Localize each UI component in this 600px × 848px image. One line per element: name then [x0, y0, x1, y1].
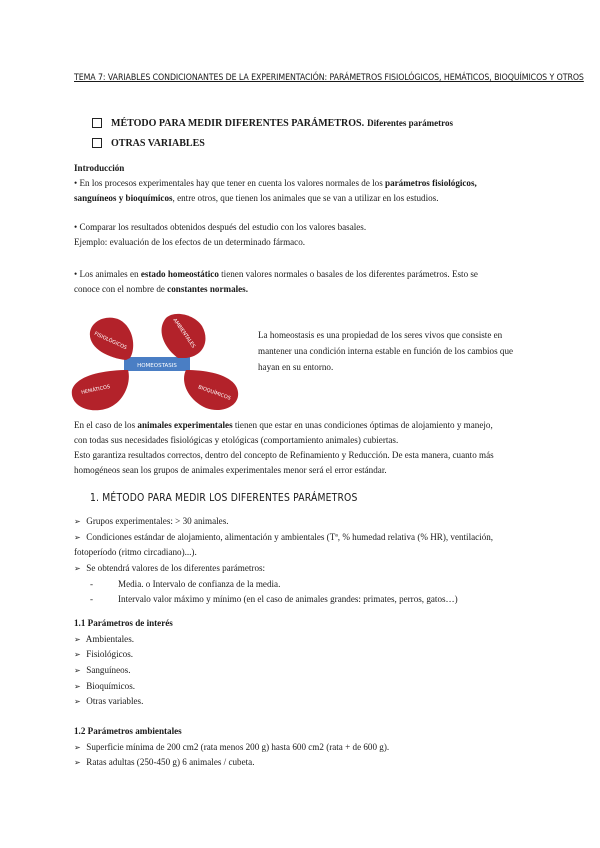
text-line: Esto garantiza resultados correctos, dentro del concepto de Refinamiento y Reducción. De esta manera, cuanto más	[74, 450, 494, 460]
list-item	[74, 755, 544, 771]
diagram-label-bottom-right: BIOQUÍMICOS	[197, 384, 232, 402]
list-item	[74, 663, 544, 679]
intro-section	[74, 161, 534, 206]
list-item-text: Ratas adultas (250-450 g) 6 animales / cubeta.	[86, 757, 255, 768]
intro-paragraph-1	[74, 176, 534, 206]
text-run-bold: constantes normales.	[167, 284, 248, 294]
diagram-center-label: HOMEOSTASIS	[137, 363, 177, 369]
arrow-bullet-icon: ➢	[74, 666, 81, 676]
diagram-label-top-right: AMBIENTALES	[171, 317, 197, 350]
text-line: homogéneos sean los grupos de animales experimentales menor será el error estándar.	[74, 465, 387, 475]
arrow-bullet-icon: ➢	[74, 634, 81, 644]
section-1-2	[74, 724, 544, 771]
text-run: • Los animales en	[74, 269, 141, 279]
text-run: conoce con el nombre de	[74, 284, 168, 294]
diagram-label-bottom-left: HEMÁTICOS	[80, 384, 111, 397]
text-run-bold: animales experimentales	[137, 420, 233, 430]
diagram-label-top-left: FISIOLÓGICOS	[93, 330, 128, 352]
section-1-1	[74, 616, 544, 710]
homeostasis-definition: La homeostasis es una propiedad de los seres vivos que consiste en mantener una condición interna estable en función de los cambios que hayan en su entorno.	[258, 330, 514, 372]
list-item	[74, 740, 544, 756]
text-run-bold: parámetros fisiológicos,	[385, 178, 477, 188]
checklist-item-methods-title: MÉTODO PARA MEDIR DIFERENTES PARÁMETROS.	[111, 117, 365, 129]
arrow-bullet-icon: ➢	[74, 758, 81, 768]
list-item	[74, 694, 544, 710]
section-1-2-heading: 1.2 Parámetros ambientales	[74, 726, 182, 736]
sub-list-item	[74, 592, 544, 608]
sub-list-item-text: Media. o Intervalo de confianza de la media.	[118, 578, 281, 589]
text-run: tienen valores normales o basales de los diferentes parámetros. Esto se	[218, 269, 478, 279]
text-run: tienen que estar en unas condiciones óptimas de alojamiento y manejo,	[232, 420, 493, 430]
intro-paragraph-2	[74, 220, 534, 250]
section-1-list	[74, 514, 544, 608]
text-run: En el caso de los	[74, 420, 138, 430]
list-item-continuation: fotoperíodo (ritmo circadiano)...).	[74, 547, 197, 558]
arrow-bullet-icon: ➢	[74, 681, 81, 691]
checklist-item-other	[92, 133, 453, 153]
text-line	[74, 418, 534, 433]
arrow-bullet-icon: ➢	[74, 650, 81, 660]
sub-list-item	[74, 577, 544, 593]
arrow-bullet-icon: ➢	[74, 532, 81, 542]
text-run: , entre otros, que tienen los animales que se van a utilizar en los estudios.	[172, 193, 439, 203]
list-item-text: Fisiológicos.	[86, 649, 134, 660]
list-item-text: Condiciones estándar de alojamiento, alimentación y ambientales (Tª, % humedad relativa (% HR), ventilación,	[86, 531, 494, 542]
arrow-bullet-icon: ➢	[74, 564, 81, 574]
list-item	[74, 679, 544, 695]
checkbox-icon[interactable]	[92, 118, 102, 128]
intro-paragraph-3	[74, 267, 534, 297]
arrow-bullet-icon: ➢	[74, 517, 81, 526]
text-run-bold: sanguíneos y bioquímicos	[74, 193, 173, 203]
list-item	[74, 632, 544, 648]
dash-bullet: -	[90, 578, 94, 589]
arrow-bullet-icon: ➢	[74, 697, 81, 707]
list-item-text: Superficie mínima de 200 cm2 (rata menos 200 g) hasta 600 cm2 (rata + de 600 g).	[86, 741, 390, 752]
list-item	[74, 561, 544, 577]
checkbox-icon[interactable]	[92, 138, 102, 148]
arrow-bullet-icon: ➢	[74, 742, 81, 752]
text-line: • Comparar los resultados obtenidos después del estudio con los valores basales.	[74, 222, 367, 232]
list-item-text: Grupos experimentales: > 30 animales.	[86, 516, 229, 526]
checklist-item-other-title: OTRAS VARIABLES	[111, 137, 205, 149]
homeostasis-diagram	[68, 312, 248, 416]
text-line: Ejemplo: evaluación de los efectos de un determinado fármaco.	[74, 237, 306, 247]
list-item-text: Otras variables.	[86, 696, 144, 707]
text-run: • En los procesos experimentales hay que tener en cuenta los valores normales de los	[74, 178, 386, 188]
list-item-text: Ambientales.	[85, 633, 135, 644]
checklist	[92, 113, 453, 153]
sub-list-item-text: Intervalo valor máximo y mínimo (en el caso de animales grandes: primates, perros, gatos…)	[118, 594, 458, 605]
list-item-text: Se obtendrá valores de los diferentes parámetros:	[86, 563, 266, 574]
animals-paragraph	[74, 418, 534, 478]
section-1-1-heading: 1.1 Parámetros de interés	[74, 618, 173, 628]
section-1-title: 1. MÉTODO PARA MEDIR LOS DIFERENTES PARÁMETROS	[90, 492, 358, 504]
list-item	[74, 514, 544, 530]
text-line: con todas sus necesidades fisiológicas y etológicas (comportamiento animales) cubiertas.	[74, 435, 399, 445]
intro-heading: Introducción	[74, 163, 125, 173]
dash-bullet: -	[90, 594, 94, 605]
list-item-text: Sanguíneos.	[86, 665, 131, 676]
text-run-bold: estado homeostático	[140, 269, 219, 279]
list-item	[74, 530, 544, 546]
list-item-text: Bioquímicos.	[86, 680, 136, 691]
list-item	[74, 647, 544, 663]
checklist-item-methods-sub: Diferentes parámetros	[367, 118, 453, 128]
page-title: TEMA 7: VARIABLES CONDICIONANTES DE LA EXPERIMENTACIÓN: PARÁMETROS FISIOLÓGICOS, HEMÁTICOS, BIOQUÍMICOS Y OTROS	[74, 72, 584, 82]
checklist-item-methods	[92, 113, 453, 133]
